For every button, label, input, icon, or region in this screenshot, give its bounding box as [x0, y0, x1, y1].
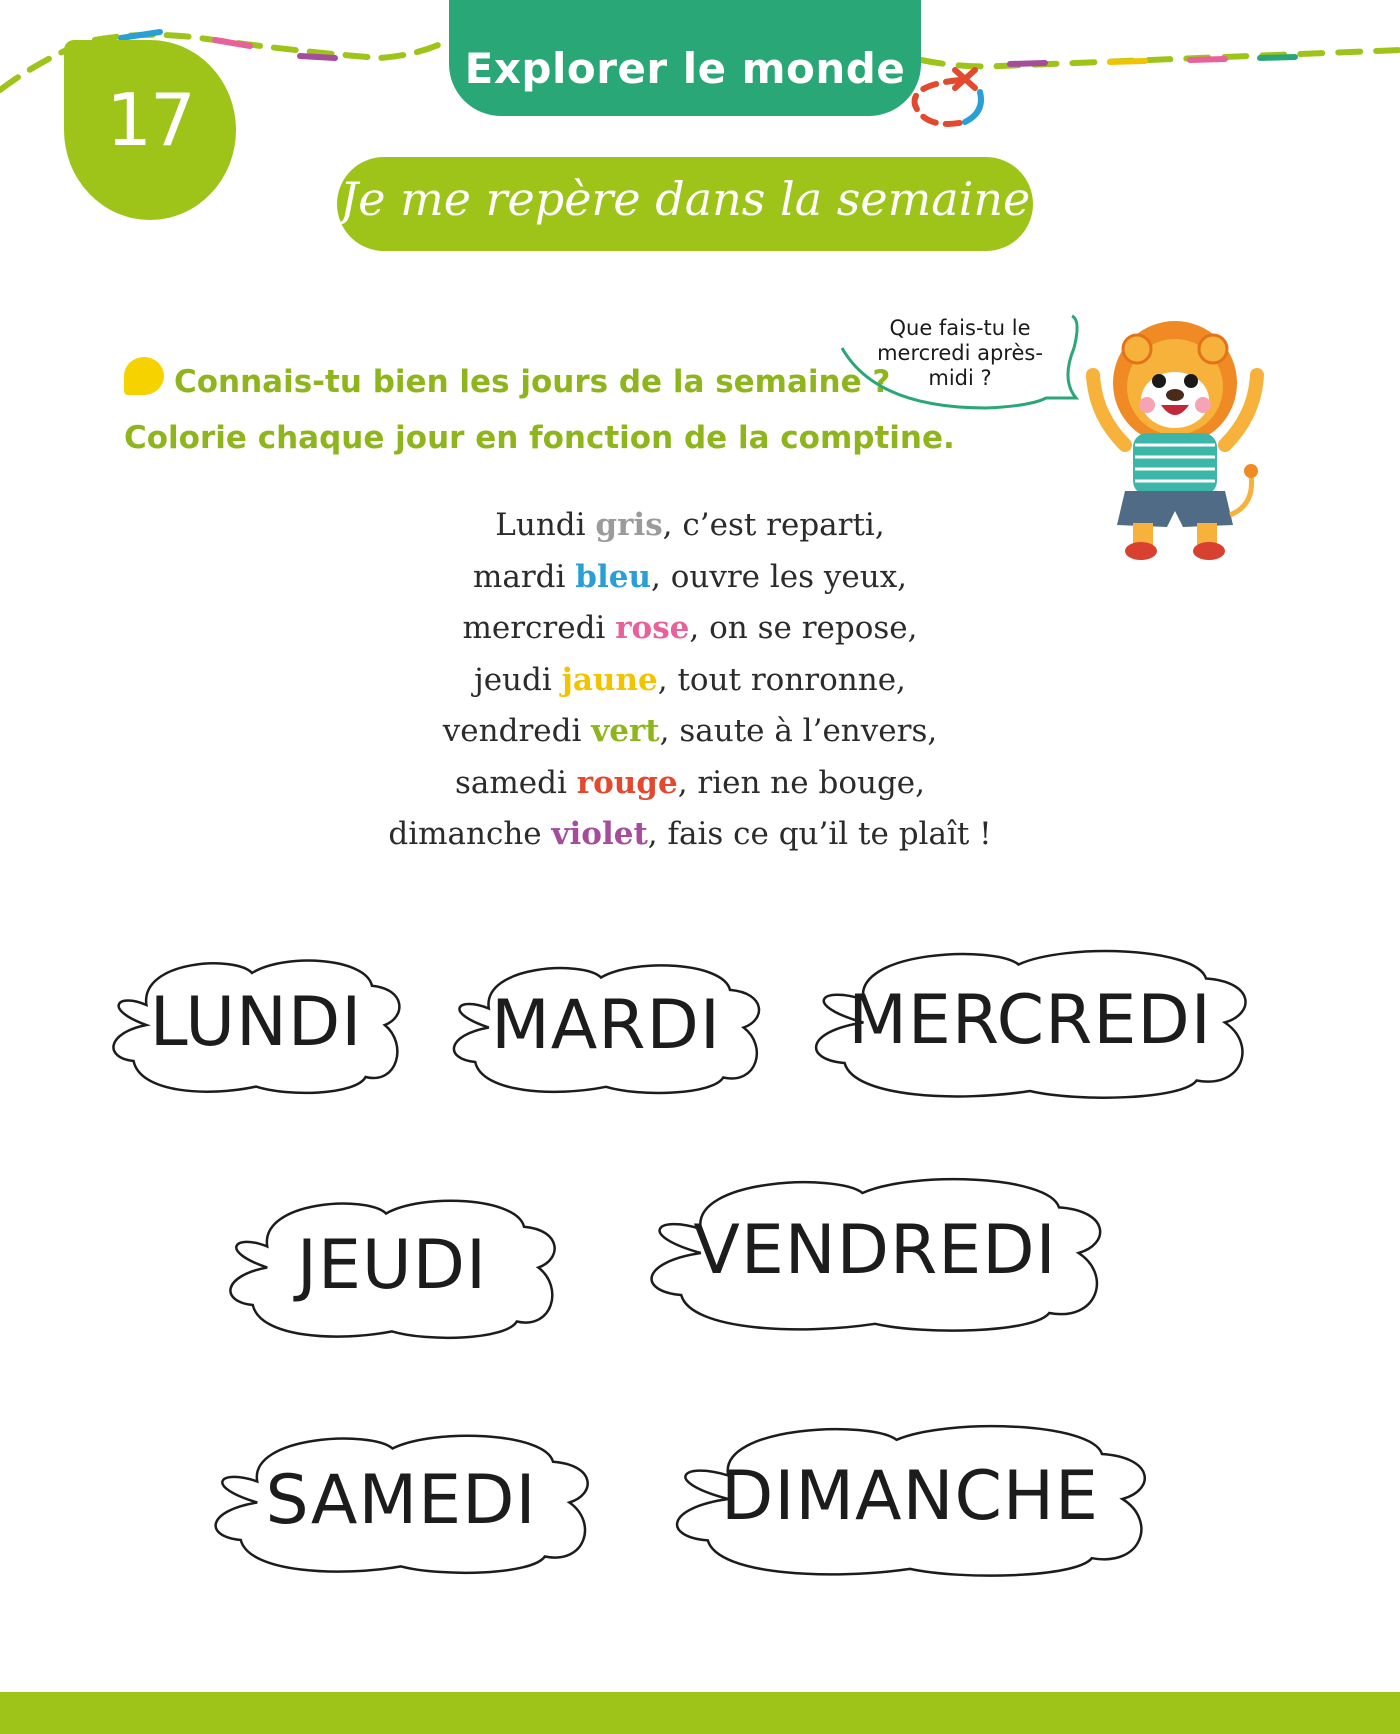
- instruction-line-2: Colorie chaque jour en fonction de la comptine.: [124, 420, 955, 456]
- poem-color-word: rouge: [576, 764, 678, 801]
- poem-color-word: violet: [551, 816, 648, 852]
- poem-line: [340, 655, 1040, 707]
- day-cloud-mercredi[interactable]: [795, 935, 1265, 1110]
- page-subtitle: Je me repère dans la semaine: [339, 172, 1031, 226]
- poem-text: , rien ne bouge,: [677, 764, 925, 801]
- poem-text: , tout ronronne,: [657, 661, 906, 698]
- page-number: 17: [106, 78, 194, 162]
- poem-text: jeudi: [474, 661, 562, 698]
- poem-color-word: vert: [591, 713, 660, 749]
- speech-line-2: mercredi après-: [877, 341, 1043, 365]
- poem-line: [340, 603, 1040, 655]
- poem-text: , ouvre les yeux,: [650, 558, 908, 595]
- day-cloud-dimanche[interactable]: [655, 1410, 1165, 1588]
- poem-text: , on se repose,: [689, 610, 918, 646]
- poem-text: vendredi: [442, 713, 592, 749]
- poem-text: , fais ce qu’il te plaît !: [647, 816, 992, 852]
- poem-text: dimanche: [388, 816, 552, 852]
- poem-line: [340, 809, 1040, 861]
- poem-text: Lundi: [495, 507, 596, 543]
- day-cloud-vendredi[interactable]: [630, 1163, 1120, 1343]
- day-cloud-samedi[interactable]: [196, 1420, 606, 1585]
- day-label: MARDI: [491, 985, 721, 1065]
- poem-color-word: gris: [595, 507, 663, 543]
- nursery-rhyme: [340, 500, 1040, 861]
- day-label: MERCREDI: [848, 980, 1212, 1060]
- day-label: SAMEDI: [265, 1460, 537, 1540]
- bottom-band: [0, 1692, 1400, 1734]
- poem-text: samedi: [455, 764, 577, 801]
- speech-line-1: Que fais-tu le: [889, 316, 1031, 340]
- speech-bubble-icon: [124, 357, 164, 395]
- poem-color-word: bleu: [575, 558, 651, 595]
- day-label: VENDREDI: [693, 1211, 1057, 1290]
- poem-line: [340, 500, 1040, 552]
- poem-line: [340, 758, 1040, 810]
- instruction-line-1: Connais-tu bien les jours de la semaine ?: [174, 364, 891, 400]
- day-cloud-jeudi[interactable]: [212, 1185, 572, 1350]
- poem-text: mardi: [472, 558, 576, 595]
- speech-line-3: midi ?: [928, 366, 992, 390]
- speech-bubble-text: [860, 316, 1060, 391]
- section-title: Explorer le monde: [464, 44, 906, 93]
- poem-color-word: jaune: [561, 661, 658, 698]
- poem-line: [340, 552, 1040, 604]
- day-label: LUNDI: [149, 983, 363, 1062]
- day-label: JEUDI: [296, 1225, 488, 1305]
- poem-text: mercredi: [462, 610, 616, 646]
- day-label: DIMANCHE: [720, 1457, 1100, 1536]
- lion-illustration: [1075, 315, 1275, 565]
- poem-text: , c’est reparti,: [662, 507, 885, 543]
- day-cloud-lundi[interactable]: [96, 945, 416, 1105]
- day-cloud-mardi[interactable]: [436, 950, 776, 1105]
- poem-text: , saute à l’envers,: [659, 713, 938, 749]
- poem-color-word: rose: [615, 610, 690, 646]
- poem-line: [340, 706, 1040, 758]
